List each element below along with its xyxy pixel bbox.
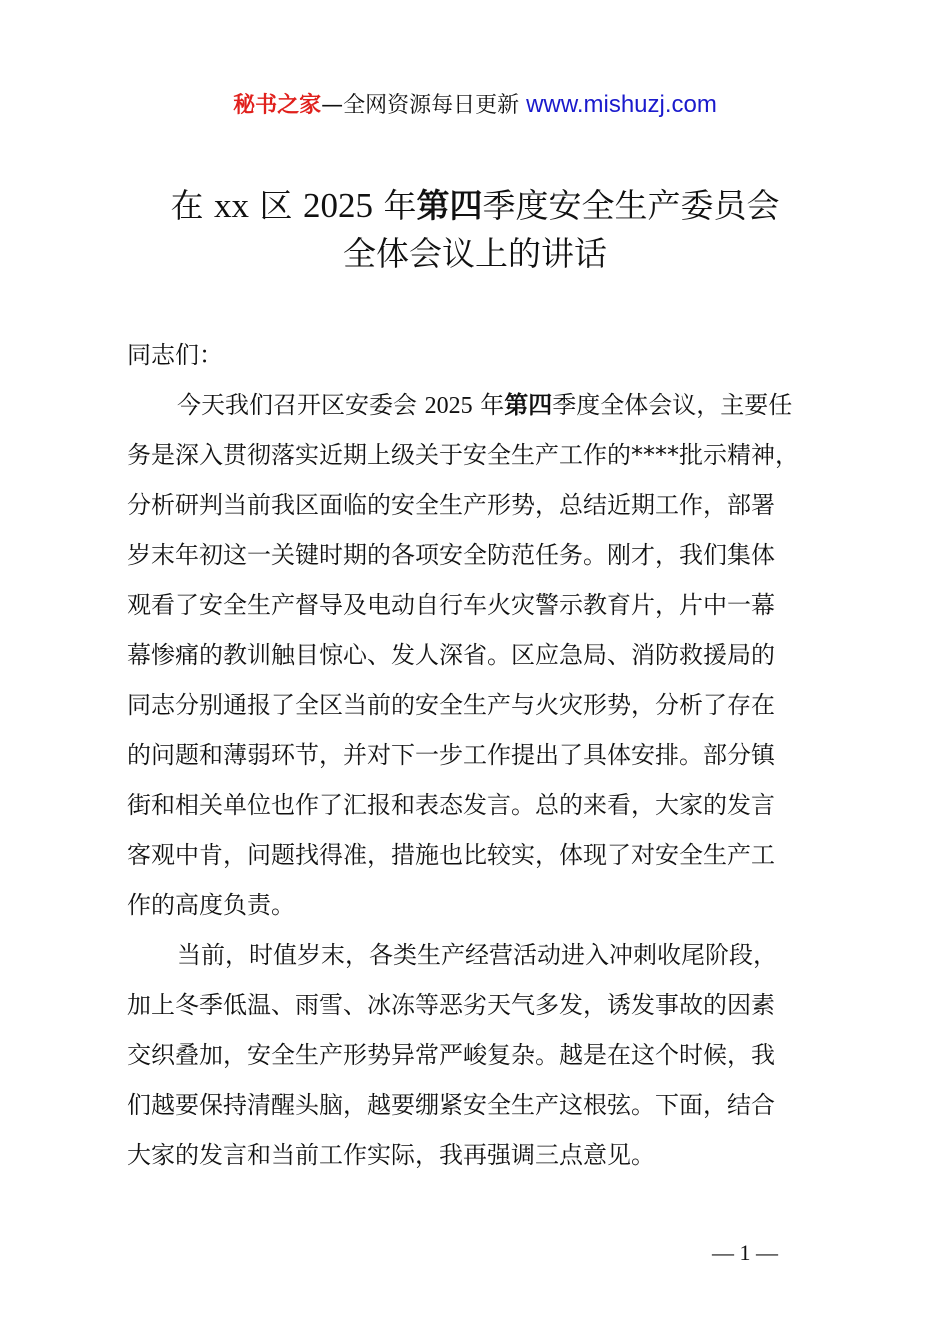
banner-tagline: —全网资源每日更新 <box>321 93 527 118</box>
title-year: 2025 <box>302 186 373 225</box>
text-line: 大家的发言和当前工作实际，我再强调三点意见。 <box>127 1141 655 1169</box>
text: 年 <box>472 391 505 419</box>
year: 2025 <box>424 393 473 419</box>
site-url-link[interactable]: www.mishuzj.com <box>526 91 717 118</box>
title-line-2: 全体会议上的讲话 <box>343 234 607 273</box>
paragraph-1 <box>127 430 847 930</box>
text-line: 同志分别通报了全区当前的安全生产与火灾形势，分析了存在 <box>127 691 775 719</box>
text-line: 们越要保持清醒头脑，越要绷紧安全生产这根弦。下面，结合 <box>127 1091 775 1119</box>
title-line-1 <box>0 182 950 230</box>
text-line: 交织叠加，安全生产形势异常严峻复杂。越是在这个时候，我 <box>127 1041 775 1069</box>
text: 季度全体会议，主要任 <box>552 391 793 419</box>
title-bold-text: 第四 <box>416 186 483 225</box>
text-line: 当前，时值岁末，各类生产经营活动进入冲刺收尾阶段， <box>177 941 777 969</box>
title-text: 年 <box>372 186 417 225</box>
page-number: — 1 — <box>712 1240 778 1265</box>
greeting: 同志们： <box>127 341 223 369</box>
title-text: 在 <box>170 186 214 225</box>
title-text: 季度安全生产委员会 <box>482 186 780 225</box>
text: 今天我们召开区安委会 <box>177 391 425 419</box>
text-line: 街和相关单位也作了汇报和表态发言。总的来看，大家的发言 <box>127 791 775 819</box>
text-line: 务是深入贯彻落实近期上级关于安全生产工作的****批示精神， <box>127 441 799 469</box>
document-title <box>0 182 950 278</box>
site-banner <box>0 88 950 123</box>
brand-name: 秘书之家 <box>233 93 322 118</box>
text-line: 幕惨痛的教训触目惊心、发人深省。区应急局、消防救援局的 <box>127 641 775 669</box>
text-line: 的问题和薄弱环节，并对下一步工作提出了具体安排。部分镇 <box>127 741 775 769</box>
text-line: 加上冬季低温、雨雪、冰冻等恶劣天气多发，诱发事故的因素 <box>127 991 775 1019</box>
paragraph-1-first-line <box>127 380 847 430</box>
text-line: 作的高度负责。 <box>127 891 295 919</box>
text-line: 客观中肯，问题找得准，措施也比较实，体现了对安全生产工 <box>127 841 775 869</box>
paragraph-2 <box>127 930 847 1180</box>
text-line: 分析研判当前我区面临的安全生产形势，总结近期工作，部署 <box>127 491 775 519</box>
bold-text: 第四 <box>504 391 553 419</box>
text-line: 岁末年初这一关键时期的各项安全防范任务。刚才，我们集体 <box>127 541 775 569</box>
document-body <box>127 330 847 1180</box>
title-text: 区 <box>249 186 303 225</box>
text-line: 观看了安全生产督导及电动自行车火灾警示教育片，片中一幕 <box>127 591 775 619</box>
title-text: xx <box>214 186 249 225</box>
